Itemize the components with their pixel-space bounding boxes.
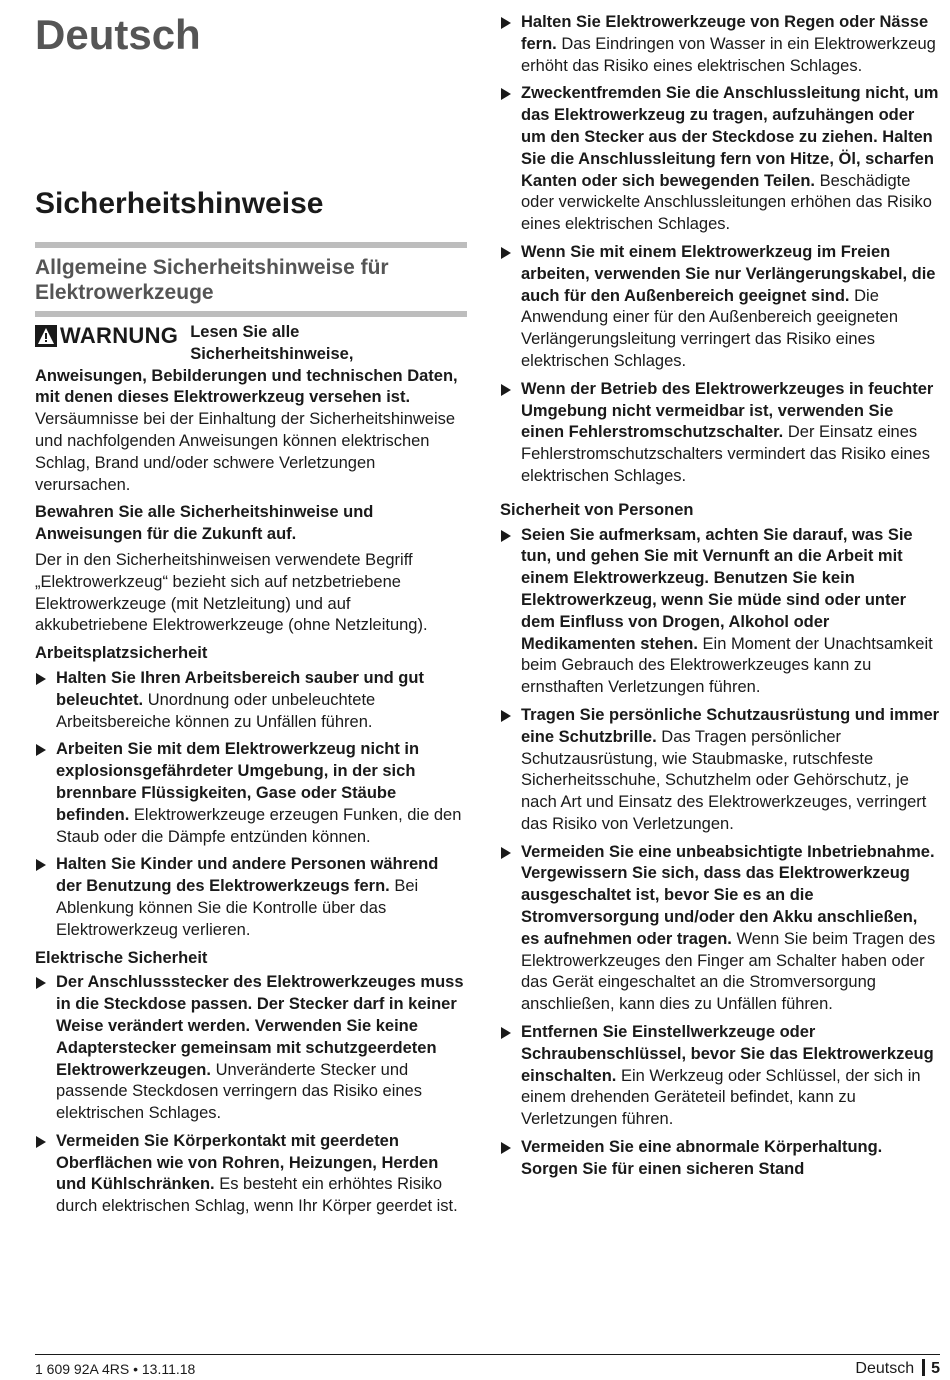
bullet-icon	[501, 88, 511, 100]
footer-page-label	[855, 1359, 940, 1378]
warning-label: WARNUNG	[60, 323, 179, 349]
language-title: Deutsch	[35, 11, 201, 58]
list-item: Halten Sie Kinder und andere Personen während der Benutzung des Elektrowerkzeugs fern. Bei Ablenkung können Sie die Kontrolle über das Elektrowerkzeug verlieren.	[35, 854, 467, 941]
warning-badge	[35, 323, 178, 349]
electrical-list-left	[35, 972, 467, 1218]
page-number: 5	[931, 1360, 940, 1377]
definition-text: Der in den Sicherheitshinweisen verwendete Begriff „Elektrowerkzeug“ bezieht sich auf netzbetriebene Elektrowerkzeuge (mit Netzleitung) und auf akkubetriebene Elektrowerkzeuge (ohne Netzleitung).	[35, 550, 428, 635]
list-item: Vermeiden Sie Körperkontakt mit geerdeten Oberflächen wie von Rohren, Heizungen, Herden und Kühlschränken. Es besteht ein erhöhtes Risiko durch elektrischen Schlag, wenn Ihr Körper geerdet ist.	[35, 1131, 467, 1218]
subsection-header	[35, 242, 467, 317]
bullet-icon	[501, 710, 511, 722]
warning-paragraph	[35, 322, 467, 496]
bullet-icon	[501, 247, 511, 259]
document-code: 1 609 92A 4RS • 13.11.18	[35, 1361, 196, 1377]
heading-workplace: Arbeitsplatzsicherheit	[35, 644, 208, 663]
list-item: Seien Sie aufmerksam, achten Sie darauf, was Sie tun, und gehen Sie mit Vernunft an die Arbeit mit einem Elektrowerkzeug. Benutzen Sie kein Elektrowerkzeug, wenn Sie müde sind oder unter dem Einfluss von Drogen, Alkohol oder Medikamenten stehen. Ein Moment der Unachtsamkeit beim Gebrauch des Elektrowerkzeuges kann zu ernsthaften Verletzungen führen.	[500, 525, 940, 699]
list-item: Entfernen Sie Einstellwerkzeuge oder Schraubenschlüssel, bevor Sie das Elektrowerkzeug einschalten. Ein Werkzeug oder Schlüssel, der sich in einem drehenden Geräteteil befindet, kann zu Verletzungen führen.	[500, 1022, 940, 1131]
list-item: Halten Sie Elektrowerkzeuge von Regen oder Nässe fern. Das Eindringen von Wasser in ein Elektrowerkzeug erhöht das Risiko eines elektrischen Schlages.	[500, 12, 940, 77]
bullet-icon	[36, 977, 46, 989]
electrical-list-right	[500, 12, 940, 488]
heading-electrical: Elektrische Sicherheit	[35, 948, 208, 967]
bullet-icon	[501, 1027, 511, 1039]
bullet-icon	[36, 744, 46, 756]
subsection-title: Allgemeine Sicherheitshinweise für Elektrowerkzeuge	[35, 256, 389, 304]
bullet-icon	[36, 673, 46, 685]
list-item: Arbeiten Sie mit dem Elektrowerkzeug nicht in explosionsgefährdeter Umgebung, in der sich brennbare Flüssigkeiten, Gase oder Stäube befinden. Elektrowerkzeuge erzeugen Funken, die den Staub oder die Dämpfe entzünden können.	[35, 739, 467, 848]
list-item: Zweckentfremden Sie die Anschlussleitung nicht, um das Elektrowerkzeug zu tragen, aufzuhängen oder um den Stecker aus der Steckdose zu ziehen. Halten Sie die Anschlussleitung fern von Hitze, Öl, scharfen Kanten oder sich bewegenden Teilen. Beschädigte oder verwickelte Anschlussleitungen erhöhen das Risiko eines elektrischen Schlages.	[500, 83, 940, 236]
heading-personal: Sicherheit von Personen	[500, 500, 694, 519]
list-item: Wenn Sie mit einem Elektrowerkzeug im Freien arbeiten, verwenden Sie nur Verlängerungskabel, die auch für den Außenbereich geeignet sind. Die Anwendung einer für den Außenbereich geeigneten Verlängerungsleitung verringert das Risiko eines elektrischen Schlages.	[500, 242, 940, 373]
right-column	[500, 12, 940, 1187]
list-item: Halten Sie Ihren Arbeitsbereich sauber und gut beleuchtet. Unordnung oder unbeleuchtete Arbeitsbereiche können zu Unfällen führen.	[35, 668, 467, 733]
page-footer	[35, 1354, 940, 1380]
keep-instructions: Bewahren Sie alle Sicherheitshinweise und Anweisungen für die Zukunft auf.	[35, 503, 374, 544]
list-item: Der Anschlussstecker des Elektrowerkzeuges muss in die Steckdose passen. Der Stecker darf in keiner Weise verändert werden. Verwenden Sie keine Adapterstecker gemeinsam mit schutzgeerdeten Elektrowerkzeugen. Unveränderte Stecker und passende Steckdosen verringern das Risiko eines elektrischen Schlages.	[35, 972, 467, 1125]
warning-bold-text: Lesen Sie alle Sicherheitshinweise, Anweisungen, Bebilderungen und technischen Daten, mit denen dieses Elektrowerkzeug versehen ist.	[35, 323, 458, 407]
bullet-icon	[501, 384, 511, 396]
list-item: Wenn der Betrieb des Elektrowerkzeuges in feuchter Umgebung nicht vermeidbar ist, verwenden Sie einen Fehlerstromschutzschalter. Der Einsatz eines Fehlerstromschutzschalters vermindert das Risiko eines elektrischen Schlages.	[500, 379, 940, 488]
left-column	[35, 322, 467, 1224]
bullet-icon	[501, 530, 511, 542]
bullet-icon	[501, 847, 511, 859]
bullet-icon	[501, 1142, 511, 1154]
personal-list	[500, 525, 940, 1181]
footer-language: Deutsch	[855, 1360, 915, 1377]
workplace-list	[35, 668, 467, 942]
warning-triangle-icon	[35, 325, 57, 347]
warning-text: Versäumnisse bei der Einhaltung der Sicherheitshinweise und nachfolgenden Anweisungen können elektrischen Schlag, Brand und/oder schwere Verletzungen verursachen.	[35, 410, 456, 494]
footer-separator	[922, 1359, 925, 1376]
bullet-icon	[36, 859, 46, 871]
section-title: Sicherheitshinweise	[35, 187, 324, 220]
list-item: Tragen Sie persönliche Schutzausrüstung und immer eine Schutzbrille. Das Tragen persönlicher Schutzausrüstung, wie Staubmaske, rutschfeste Sicherheitsschuhe, Schutzhelm oder Gehörschutz, je nach Art und Einsatz des Elektrowerkzeuges, verringert das Risiko von Verletzungen.	[500, 705, 940, 836]
bullet-icon	[36, 1136, 46, 1148]
list-item: Vermeiden Sie eine abnormale Körperhaltung. Sorgen Sie für einen sicheren Stand	[500, 1137, 940, 1181]
bullet-icon	[501, 17, 511, 29]
list-item: Vermeiden Sie eine unbeabsichtigte Inbetriebnahme. Vergewissern Sie sich, dass das Elektrowerkzeug ausgeschaltet ist, bevor Sie es an die Stromversorgung und/oder den Akku anschließen, es aufnehmen oder tragen. Wenn Sie beim Tragen des Elektrowerkzeuges den Finger am Schalter haben oder das Gerät eingeschaltet an die Stromversorgung anschließen, kann dies zu Unfällen führen.	[500, 842, 940, 1016]
